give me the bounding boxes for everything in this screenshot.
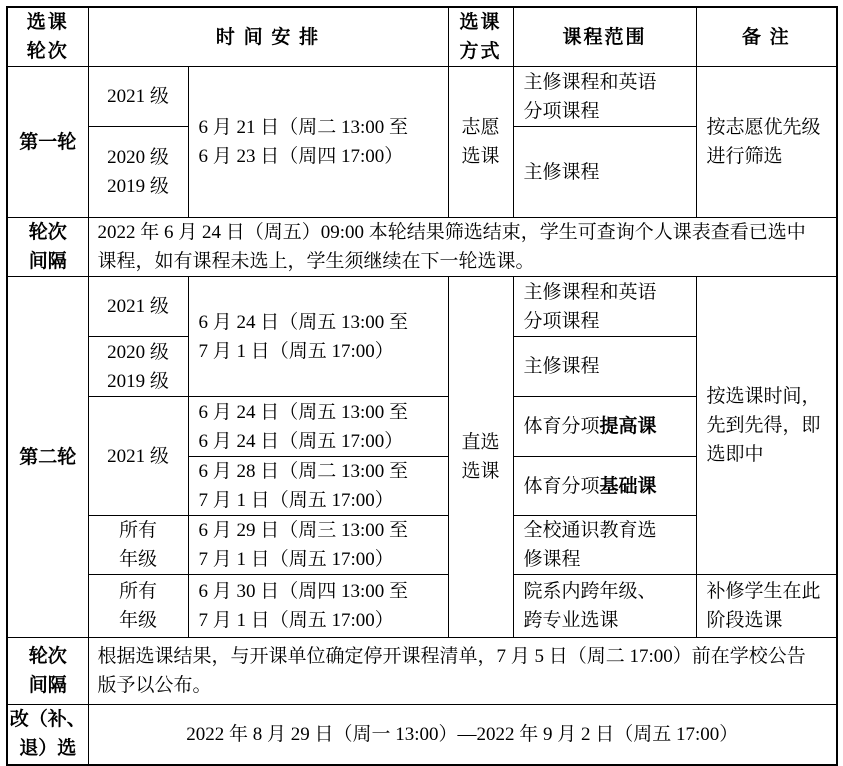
round2-grade-2020-2019-cell [88,337,188,397]
round1-grade-2021-cell: 2021 级 [88,67,188,127]
round2-grade-all1-line1: 所有 [118,520,157,541]
round2-label-cell: 第二轮 [7,277,88,638]
header-method-line1: 选课 [459,12,502,33]
round1-row-1 [7,67,837,127]
round2-method-line2: 选课 [461,461,500,482]
round2-time-b-cell [188,397,448,457]
interval2-label-line2: 间隔 [28,675,67,696]
round2-scope5-line2: 修课程 [523,549,581,570]
round1-label-cell: 第一轮 [7,67,88,218]
round2-time-d-cell [188,516,448,575]
round1-method-line2: 选课 [461,146,500,167]
round2-time-a-line1: 6 月 24 日（周五 13:00 至 [198,311,409,333]
round1-grade-2019-line: 2019 级 [107,176,169,197]
round1-time-cell [188,67,448,218]
round2-time-c-line1: 6 月 28 日（周二 13:00 至 [198,461,409,482]
round1-scope1-line2: 分项课程 [523,100,600,122]
round2-scope2-cell: 主修课程 [513,337,696,397]
interval1-label-line1: 轮次 [28,222,67,243]
header-round-column [7,7,88,67]
round2-scope4-prefix: 体育分项 [523,475,600,497]
header-round-line1: 选课 [26,12,69,33]
interval1-row [7,218,837,277]
round2-time-a-line2: 7 月 1 日（周五 17:00） [198,340,394,362]
round2-row-6 [7,575,837,638]
round1-scope1-cell [513,67,696,127]
round2-scope6-cell [513,575,696,638]
round2-scope5-line1: 全校通识教育选 [523,520,657,541]
round2-scope6-line2: 跨专业选课 [523,610,619,631]
round1-grade-2020-2019-cell [88,127,188,218]
makeup-row [7,705,837,765]
round2-time-b-line1: 6 月 24 日（周五 13:00 至 [198,401,409,423]
round2-grade-all1-cell [88,516,188,575]
round2-time-c-line2: 7 月 1 日（周五 17:00） [198,490,394,511]
round1-grade-2020-line: 2020 级 [107,147,169,168]
round2-time-a-cell [188,277,448,397]
round2-scope5-cell [513,516,696,575]
round1-note-cell: 按志愿优先级进行筛选 [696,67,837,218]
interval2-row [7,638,837,705]
round2-note2-cell: 补修学生在此阶段选课 [696,575,837,638]
interval1-label-cell [7,218,88,277]
header-row [7,7,837,67]
round2-scope1-line2: 分项课程 [523,310,600,332]
round2-grade-2021b-cell: 2021 级 [88,397,188,516]
round2-grade-2020-line: 2020 级 [107,341,169,363]
round2-scope4-cell [513,457,696,516]
round1-method-cell [448,67,513,218]
round2-grade-all1-line2: 年级 [118,549,157,570]
interval2-text-cell: 根据选课结果，与开课单位确定停开课程清单，7 月 5 日（周二 17:00）前在学校公告版予以公布。 [88,638,837,705]
round2-scope4-bold: 基础课 [599,475,657,497]
round2-scope3-bold: 提高课 [599,416,657,437]
round2-time-e-line1: 6 月 30 日（周四 13:00 至 [198,581,409,602]
round1-time-line1: 6 月 21 日（周二 13:00 至 [198,117,409,138]
round2-method-line1: 直选 [461,432,500,453]
round2-time-e-cell [188,575,448,638]
round2-grade-2021a-cell: 2021 级 [88,277,188,337]
round1-method-line1: 志愿 [461,117,500,138]
round2-grade-all2-line1: 所有 [118,581,157,602]
round1-time-line2: 6 月 23 日（周四 17:00） [198,146,404,167]
round2-note1-cell: 按选课时间，先到先得，即选即中 [696,277,837,575]
interval1-label-line2: 间隔 [28,251,67,272]
interval2-label-cell [7,638,88,705]
round1-scope1-line1: 主修课程和英语 [523,71,657,93]
round2-row-1 [7,277,837,337]
round2-scope1-line1: 主修课程和英语 [523,281,657,303]
header-method-column [448,7,513,67]
round2-grade-all2-line2: 年级 [118,610,157,631]
round2-scope6-line1: 院系内跨年级、 [523,581,657,602]
header-scope-column: 课程范围 [513,7,696,67]
interval2-label-line1: 轮次 [28,646,67,667]
round2-scope3-prefix: 体育分项 [523,416,600,437]
interval1-text-cell: 2022 年 6 月 24 日（周五）09:00 本轮结果筛选结束，学生可查询个人课表查看已选中课程，如有课程未选上，学生须继续在下一轮选课。 [88,218,837,277]
makeup-label-line1: 改（补、 [9,709,86,731]
round2-scope1-cell [513,277,696,337]
round2-time-d-line1: 6 月 29 日（周三 13:00 至 [198,520,409,541]
makeup-label-line2: 退）选 [19,738,77,760]
round2-method-cell [448,277,513,638]
round2-time-d-line2: 7 月 1 日（周五 17:00） [198,549,394,570]
round2-time-c-cell [188,457,448,516]
course-selection-schedule-table [6,6,838,766]
round2-grade-all2-cell [88,575,188,638]
round1-scope2-cell: 主修课程 [513,127,696,218]
round2-scope3-cell [513,397,696,457]
header-round-line2: 轮次 [26,41,69,62]
round2-time-e-line2: 7 月 1 日（周五 17:00） [198,610,394,631]
header-note-column: 备 注 [696,7,837,67]
makeup-text-cell: 2022 年 8 月 29 日（周一 13:00）—2022 年 9 月 2 日（周五 17:00） [88,705,837,765]
makeup-label-cell [7,705,88,765]
round2-grade-2019-line: 2019 级 [107,370,169,392]
round2-time-b-line2: 6 月 24 日（周五 17:00） [198,430,404,452]
header-time-column: 时 间 安 排 [88,7,448,67]
header-method-line2: 方式 [459,41,502,62]
